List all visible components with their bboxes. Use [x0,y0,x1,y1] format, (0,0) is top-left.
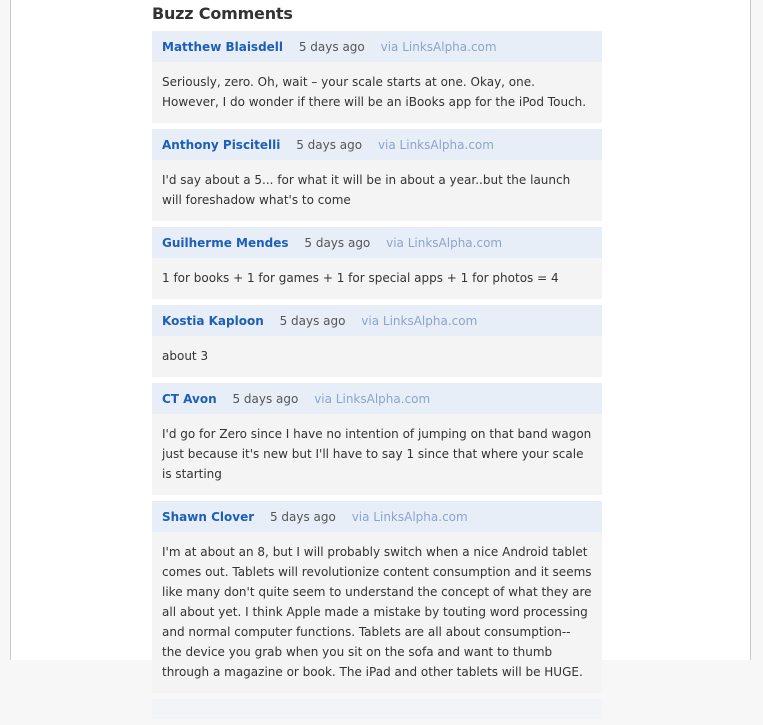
comment-source-link[interactable]: via LinksAlpha.com [351,510,468,524]
comment-text: I'm at about an 8, but I will probably switch when a nice Android tablet comes out. Tablets will revolutionize content consumption and it seems like many don't quite seem to understand the concept of what they are all about yet. I think Apple made a mistake by touting word processing and normal computer functions. Tablets are all about consumption-- the device you grab when you sit on the sofa and want to thumb through a magazine or book. The iPad and other tablets will be HUGE. [162,545,592,679]
comment-header-partial [152,699,602,719]
comment-header [152,501,602,532]
comment-source-link[interactable]: via LinksAlpha.com [386,236,503,250]
comment-header [152,227,602,258]
comment-text: I'd say about a 5... for what it will be in about a year..but the launch will foreshadow what's to come [162,173,571,207]
comment-body [152,532,602,693]
comment-body [152,258,602,299]
comment-header [152,129,602,160]
comment-timestamp: 5 days ago [298,40,365,54]
comment-author-link[interactable]: CT Avon [162,392,217,406]
comment-source-link[interactable]: via LinksAlpha.com [377,138,494,152]
comment-body [152,160,602,221]
comment-item-partial [152,699,602,719]
comment-header [152,305,602,336]
comment-item [152,383,602,495]
comment-body [152,414,602,495]
comment-header [152,383,602,414]
comment-source-link[interactable]: via LinksAlpha.com [361,314,478,328]
comment-item [152,129,602,221]
comment-item [152,305,602,377]
comment-item [152,501,602,693]
comment-text: about 3 [162,349,209,363]
comment-text: 1 for books + 1 for games + 1 for special apps + 1 for photos = 4 [162,271,559,285]
comment-timestamp: 5 days ago [269,510,336,524]
page-frame [10,0,751,679]
comment-item [152,31,602,123]
comment-body [152,336,602,377]
comment-text: Seriously, zero. Oh, wait – your scale starts at one. Okay, one. However, I do wonder if there will be an iBooks app for the iPod Touch. [162,75,587,109]
comment-timestamp: 5 days ago [279,314,346,328]
buzz-comments-section [152,0,602,725]
comment-author-link[interactable]: Anthony Piscitelli [162,138,281,152]
comment-author-link[interactable]: Guilherme Mendes [162,236,289,250]
comment-text: I'd go for Zero since I have no intention of jumping on that band wagon just because it's new but I'll have to say 1 since that where your scale is starting [162,427,592,481]
comment-timestamp: 5 days ago [232,392,299,406]
comment-body [152,62,602,123]
comment-timestamp: 5 days ago [296,138,363,152]
comment-header [152,31,602,62]
comment-source-link[interactable]: via LinksAlpha.com [314,392,431,406]
comment-author-link[interactable]: Matthew Blaisdell [162,40,284,54]
comment-timestamp: 5 days ago [304,236,371,250]
comment-source-link[interactable]: via LinksAlpha.com [380,40,497,54]
section-title: Buzz Comments [152,4,293,23]
comment-author-link[interactable]: Shawn Clover [162,510,255,524]
comment-author-link[interactable]: Kostia Kaploon [162,314,264,328]
comment-item [152,227,602,299]
